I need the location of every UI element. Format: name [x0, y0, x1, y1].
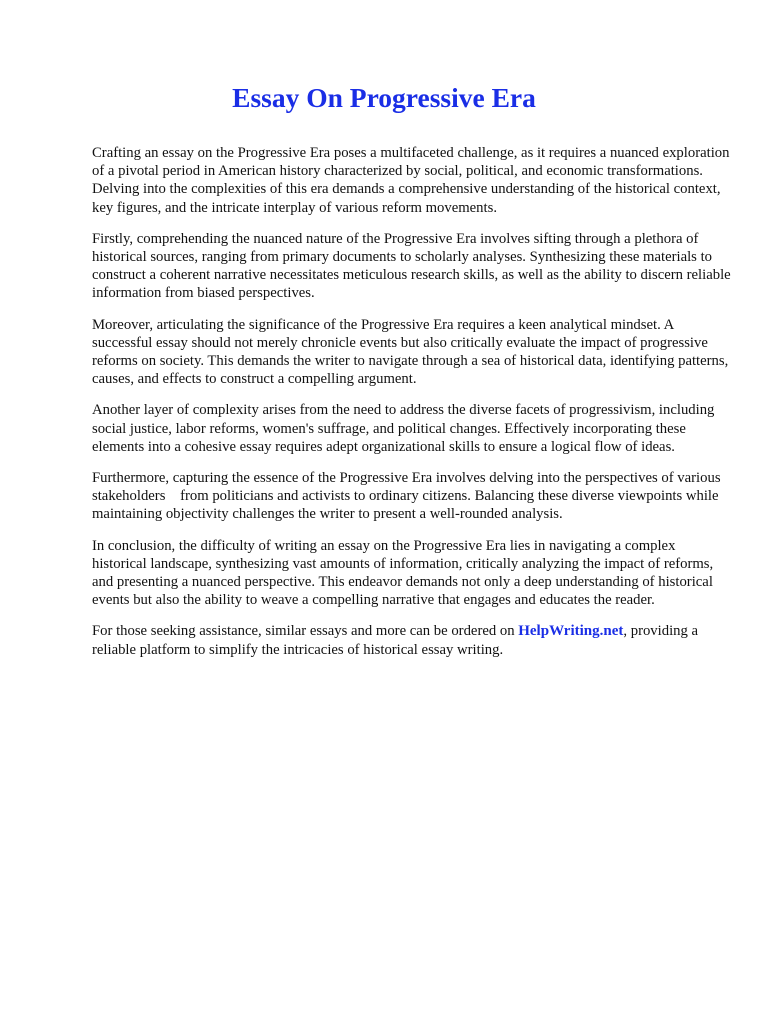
- helpwriting-link[interactable]: HelpWriting.net: [518, 623, 624, 640]
- document-title: Essay On Progressive Era: [232, 82, 536, 113]
- closing-text-before-link: For those seeking assistance, similar essays and more can be ordered on: [92, 623, 519, 640]
- paragraph-3: Moreover, articulating the significance of the Progressive Era requires a keen analytical mindset. A successful essay should not merely chronicle events but also critically evaluate the impact of progressive reforms on society. This demands the writer to navigate through a sea of historical data, identifying patterns, causes, and effects to construct a compelling argument.: [92, 316, 729, 388]
- closing-paragraph: [92, 622, 732, 658]
- paragraph-5: Furthermore, capturing the essence of the Progressive Era involves delving into the perspectives of various stakeholders from politicians and activists to ordinary citizens. Balancing these diverse viewpoints while maintaining objectivity challenges the writer to present a well-rounded analysis.: [92, 470, 725, 523]
- paragraph-2: Firstly, comprehending the nuanced nature of the Progressive Era involves sifting through a plethora of historical sources, ranging from primary documents to scholarly analyses. Synthesizing these materials to construct a coherent narrative necessitates meticulous research skills, as well as the ability to discern reliable information from biased perspectives.: [92, 230, 731, 302]
- paragraph-1: Crafting an essay on the Progressive Era poses a multifaceted challenge, as it requires a nuanced exploration of a pivotal period in American history characterized by social, political, and economic transformations. Delving into the complexities of this era demands a comprehensive understanding of the historical context, key figures, and the intricate interplay of various reform movements.: [92, 145, 730, 216]
- document-body: [92, 144, 732, 672]
- paragraph-6: In conclusion, the difficulty of writing an essay on the Progressive Era lies in navigating a complex historical landscape, synthesizing vast amounts of information, critically analyzing the impact of reforms, and presenting a nuanced perspective. This endeavor demands not only a deep understanding of historical events but also the ability to weave a compelling narrative that engages and educates the reader.: [92, 537, 714, 609]
- paragraph-4: Another layer of complexity arises from the need to address the diverse facets of progressivism, including social justice, labor reforms, women's suffrage, and political changes. Effectively incorporating these elements into a cohesive essay requires adept organizational skills to ensure a logical flow of ideas.: [92, 402, 715, 455]
- closing-text-after-link: , providing a reliable platform to simplify the intricacies of historical essay writing.: [92, 623, 699, 658]
